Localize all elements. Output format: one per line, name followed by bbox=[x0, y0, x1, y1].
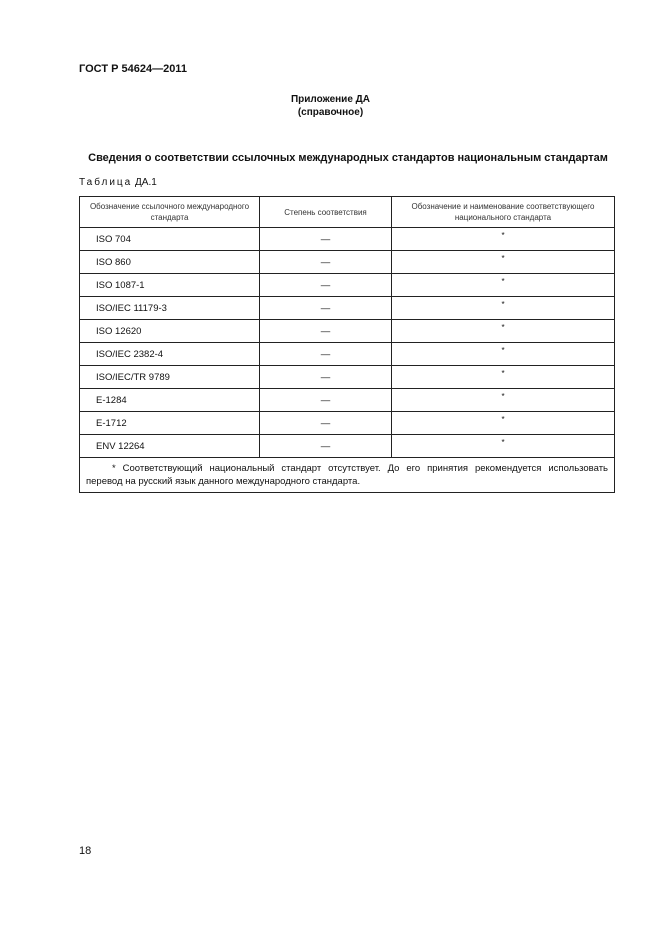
reference-cell: ISO/IEC 2382-4 bbox=[80, 343, 260, 366]
column-header-national: Обозначение и наименование соответствующего национального стандарта bbox=[392, 197, 615, 228]
appendix-subtitle: (справочное) bbox=[297, 107, 364, 118]
degree-cell: — bbox=[260, 320, 392, 343]
degree-cell: — bbox=[260, 228, 392, 251]
appendix-block bbox=[0, 93, 661, 119]
degree-cell: — bbox=[260, 297, 392, 320]
footnote-cell bbox=[80, 458, 615, 493]
table-row bbox=[80, 435, 615, 458]
document-code: ГОСТ Р 54624—2011 bbox=[79, 63, 187, 75]
national-cell: * bbox=[392, 274, 615, 297]
reference-cell: ISO 704 bbox=[80, 228, 260, 251]
table-header-row bbox=[80, 197, 615, 228]
national-cell: * bbox=[392, 366, 615, 389]
table-row bbox=[80, 343, 615, 366]
degree-cell: — bbox=[260, 389, 392, 412]
national-cell: * bbox=[392, 320, 615, 343]
reference-cell: ISO 1087-1 bbox=[80, 274, 260, 297]
table-row bbox=[80, 366, 615, 389]
page-number: 18 bbox=[79, 845, 92, 857]
footnote-row bbox=[80, 458, 615, 493]
table-row bbox=[80, 297, 615, 320]
reference-cell: ENV 12264 bbox=[80, 435, 260, 458]
national-cell: * bbox=[392, 343, 615, 366]
column-header-degree: Степень соответствия bbox=[260, 197, 392, 228]
table-row bbox=[80, 274, 615, 297]
table-caption-label: Таблица bbox=[79, 177, 133, 188]
table-row bbox=[80, 412, 615, 435]
table-row bbox=[80, 251, 615, 274]
reference-cell: ISO/IEC 11179-3 bbox=[80, 297, 260, 320]
national-cell: * bbox=[392, 251, 615, 274]
degree-cell: — bbox=[260, 343, 392, 366]
reference-cell: ISO/IEC/TR 9789 bbox=[80, 366, 260, 389]
column-header-reference: Обозначение ссылочного международного стандарта bbox=[80, 197, 260, 228]
degree-cell: — bbox=[260, 274, 392, 297]
national-cell: * bbox=[392, 228, 615, 251]
table-row bbox=[80, 320, 615, 343]
degree-cell: — bbox=[260, 435, 392, 458]
table-caption-number: ДА.1 bbox=[135, 177, 157, 188]
appendix-title: Приложение ДА bbox=[290, 94, 371, 105]
section-heading: Сведения о соответствии ссылочных международных стандартов национальным стандартам bbox=[88, 152, 608, 164]
table-footnote: * Соответствующий национальный стандарт отсутствует. До его принятия рекомендуется использовать перевод на русский язык данного международного стандарта. bbox=[86, 463, 608, 487]
degree-cell: — bbox=[260, 412, 392, 435]
reference-cell: E-1712 bbox=[80, 412, 260, 435]
table-row bbox=[80, 389, 615, 412]
reference-cell: ISO 12620 bbox=[80, 320, 260, 343]
national-cell: * bbox=[392, 435, 615, 458]
table-row bbox=[80, 228, 615, 251]
table-caption bbox=[79, 177, 157, 188]
national-cell: * bbox=[392, 297, 615, 320]
degree-cell: — bbox=[260, 251, 392, 274]
reference-cell: ISO 860 bbox=[80, 251, 260, 274]
national-cell: * bbox=[392, 389, 615, 412]
national-cell: * bbox=[392, 412, 615, 435]
degree-cell: — bbox=[260, 366, 392, 389]
reference-cell: E-1284 bbox=[80, 389, 260, 412]
standards-table bbox=[79, 196, 615, 493]
